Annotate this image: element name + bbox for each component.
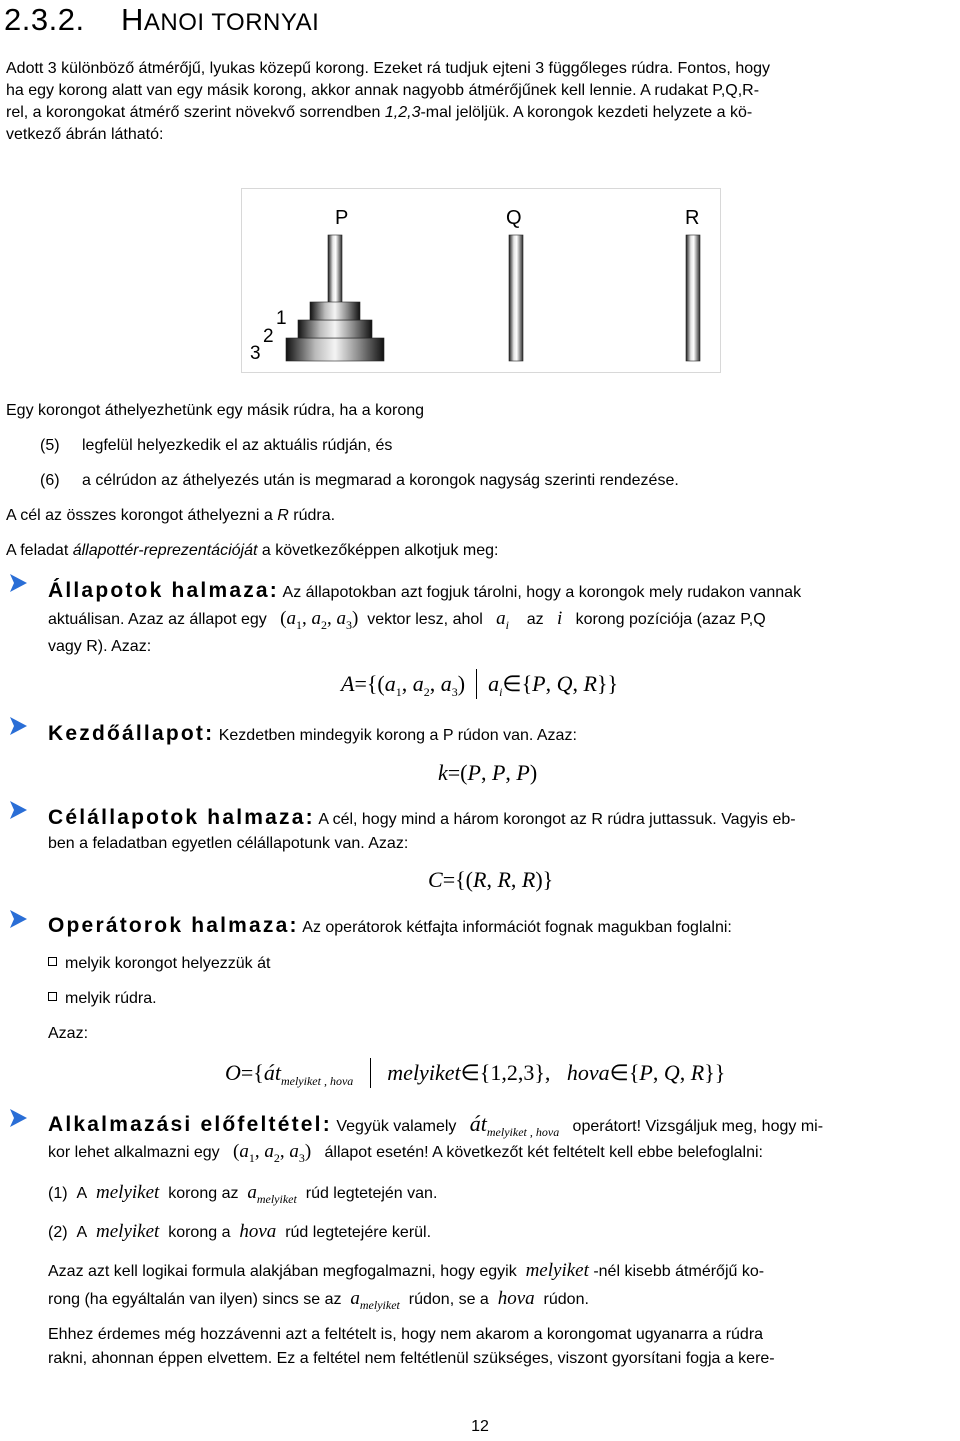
rule-item-5-number: (5) (40, 437, 60, 454)
square-bullet-icon (48, 957, 57, 966)
rod-q (509, 235, 523, 361)
section-title-initial: H (121, 2, 144, 37)
initial-heading: Kezdőállapot: (48, 722, 215, 745)
states-formula: $A=\{(a_1$, $a_2$, $a_3$) $a_i\in\{P$, Q, R}} (341, 671, 619, 699)
rod-r (686, 235, 700, 361)
rod-label-q: Q (506, 207, 522, 229)
goal-heading: Célállapotok halmaza: (48, 806, 315, 829)
section-title-rest: ANOI TORNYAI (143, 9, 320, 36)
disk-1 (310, 302, 360, 320)
precond-condition-2: (2) A melyiket korong a hova rúd legtetejére kerül. (48, 1221, 432, 1242)
intro-line: Adott 3 különböző átmérőjű, lyukas közepű korong. Ezeket rá tudjuk ejteni 3 függőleges rúdra. Fontos, hogy (6, 60, 771, 77)
intro-paragraph (6, 58, 956, 146)
intro-line: ha egy korong alatt van egy másik korong, akkor annak nagyobb átmérőjűnek kell lennie. A rudakat P,Q,R- (6, 82, 760, 99)
initial-formula: k=(P, P, P) (438, 760, 538, 785)
precond-condition-1: (1) A melyiket korong az $a_{melyiket}$ rúd legtetején van. (48, 1182, 438, 1206)
rule-item-5-text: legfelül helyezkedik el az aktuális rúdján, és (82, 437, 393, 454)
precond-paragraph-2-line2: rakni, ahonnan éppen elvettem. Ez a feltétel nem feltétlenül szükséges, viszont gyorsítani fogja a kere- (48, 1350, 775, 1367)
hanoi-figure (241, 188, 721, 373)
precond-line1: Alkalmazási előfeltétel: Vegyük valamely $át_{melyiket , hova}$ operátort! Vizsgáljuk meg, hogy mi- (48, 1111, 824, 1139)
states-heading: Állapotok halmaza: (48, 579, 279, 602)
intro-line: rel, a korongokat átmérő szerint növekvő sorrendben 1,2,3-mal jelöljük. A korongok kezdeti helyzete a kö- (6, 104, 753, 121)
arrow-bullet-icon (8, 800, 28, 820)
rule-item-6-number: (6) (40, 472, 60, 489)
goal-line2: ben a feladatban egyetlen célállapotunk van. Azaz: (48, 835, 409, 852)
states-line2: aktuálisan. Azaz az állapot egy ($a_1$, $a_2$, $a_3$) vektor lesz, ahol $a_i$ az i korong pozíciója (azaz P,Q (48, 608, 766, 632)
page-number: 12 (471, 1418, 489, 1435)
arrow-bullet-icon (8, 1108, 28, 1128)
disk-3 (286, 338, 384, 361)
precond-paragraph-2-line1: Ehhez érdemes még hozzávenni azt a feltételt is, hogy nem akarom a korongomat ugyanarra a rúdra (48, 1326, 764, 1343)
precond-heading: Alkalmazási előfeltétel: (48, 1113, 332, 1136)
hanoi-illustration (242, 189, 720, 372)
operators-azaz: Azaz: (48, 1025, 89, 1042)
arrow-bullet-icon (8, 909, 28, 929)
operators-heading: Operátorok halmaza: (48, 914, 299, 937)
rod-label-r: R (685, 207, 700, 229)
rules-intro: Egy korongot áthelyezhetünk egy másik rúdra, ha a korong (6, 402, 425, 419)
task-sentence: A feladat állapottér-reprezentációját a következőképpen alkotjuk meg: (6, 542, 499, 559)
square-bullet-icon (48, 992, 57, 1001)
operators-bullet-2: melyik rúdra. (48, 985, 157, 1013)
intro-line: vetkező ábrán látható: (6, 126, 164, 143)
operators-formula: $O=\{át_{melyiket , hova}$ melyiket∈{1,2,3}, hova∈{P, Q, R}} (225, 1060, 726, 1088)
precond-paragraph-1-line1: Azaz azt kell logikai formula alakjában megfogalmazni, hogy egyik melyiket -nél kisebb átmérőjű ko- (48, 1260, 765, 1281)
section-number: 2.3.2. (4, 2, 85, 37)
goal-sentence: A cél az összes korongot áthelyezni a R rúdra. (6, 507, 336, 524)
section-title (4, 2, 319, 41)
goal-line1: Célállapotok halmaza: A cél, hogy mind a három korongot az R rúdra juttassuk. Vagyis eb- (48, 806, 796, 829)
disk-label-3: 3 (250, 343, 261, 364)
disk-label-2: 2 (263, 326, 274, 347)
goal-formula: C={(R, R, R)} (428, 867, 554, 892)
precond-line2: kor lehet alkalmazni egy ($a_1$, $a_2$, $a_3$) állapot esetén! A következőt két feltételt kell ebbe belefoglalni: (48, 1141, 763, 1165)
states-line1: Állapotok halmaza: Az állapotokban azt fogjuk tárolni, hogy a korongok mely rudakon vannak (48, 579, 802, 602)
disk-2 (298, 320, 372, 338)
arrow-bullet-icon (8, 573, 28, 593)
disk-label-1: 1 (276, 308, 287, 329)
precond-paragraph-1-line2: rong (ha egyáltalán van ilyen) sincs se az $a_{melyiket}$ rúdon, se a hova rúdon. (48, 1288, 589, 1312)
operators-bullet-1: melyik korongot helyezzük át (48, 950, 270, 978)
initial-line: Kezdőállapot: Kezdetben mindegyik korong a P rúdon van. Azaz: (48, 722, 577, 745)
rod-label-p: P (335, 207, 349, 229)
operators-line: Operátorok halmaza: Az operátorok kétfajta információt fognak magukban foglalni: (48, 914, 732, 937)
states-line3: vagy R). Azaz: (48, 638, 152, 655)
arrow-bullet-icon (8, 716, 28, 736)
rule-item-6-text: a célrúdon az áthelyezés után is megmarad a korongok nagyság szerinti rendezése. (82, 472, 679, 489)
